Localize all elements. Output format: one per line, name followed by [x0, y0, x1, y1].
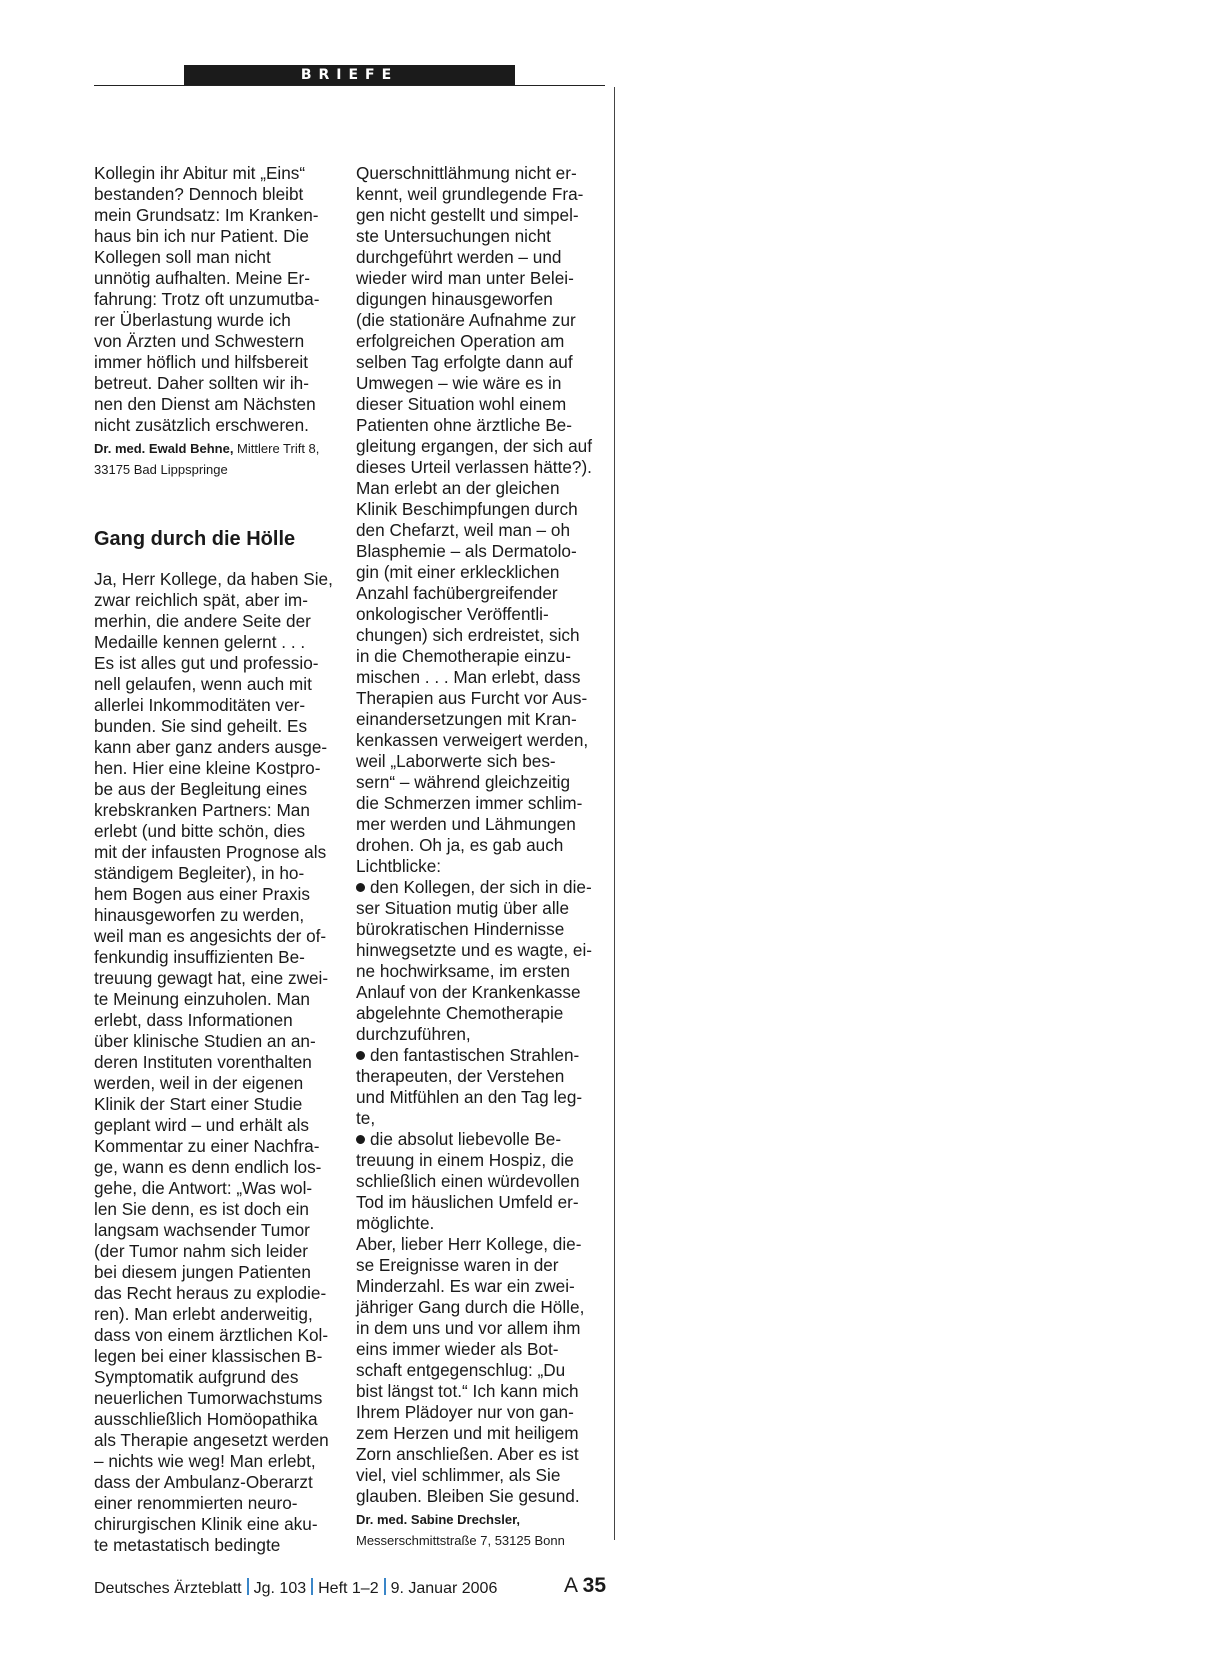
text-line: hem Bogen aus einer Praxis [94, 884, 310, 904]
text-line: Blasphemie – als Dermatolo- [356, 541, 577, 561]
footer-citation [94, 1577, 497, 1601]
text-line: te, [356, 1108, 376, 1128]
text-line: Minderzahl. Es war ein zwei- [356, 1276, 575, 1296]
text-line: Ja, Herr Kollege, da haben Sie, [94, 569, 333, 589]
journal-issue: Heft 1–2 [318, 1580, 379, 1597]
page-number [564, 1574, 606, 1598]
letter-2-signature [356, 1509, 612, 1551]
text-line: gin (mit einer erklecklichen [356, 562, 560, 582]
footer-separator [247, 1578, 249, 1595]
text-line: Es ist alles gut und professio- [94, 653, 319, 673]
text-line: drohen. Oh ja, es gab auch [356, 835, 564, 855]
text-line: dieses Urteil verlassen hätte?). [356, 457, 592, 477]
text-line: Medaille kennen gelernt . . . [94, 632, 306, 652]
text-line: gleitung ergangen, der sich auf [356, 436, 593, 456]
text-line: treuung gewagt hat, eine zwei- [94, 968, 329, 988]
journal-name: Deutsches Ärzteblatt [94, 1580, 242, 1597]
text-line: die Schmerzen immer schlim- [356, 793, 583, 813]
bullet-item-3 [356, 1129, 612, 1234]
left-column [94, 163, 356, 1556]
text-line: chirurgischen Klinik eine aku- [94, 1514, 318, 1534]
text-line: legen bei einer klassischen B- [94, 1346, 323, 1366]
header-rule [94, 85, 605, 86]
text-line: deren Instituten vorenthalten [94, 1052, 312, 1072]
text-line: bürokratischen Hindernisse [356, 919, 565, 939]
text-line: eins immer wieder als Bot- [356, 1339, 559, 1359]
text-line: als Therapie angesetzt werden [94, 1430, 329, 1450]
text-line: bei diesem jungen Patienten [94, 1262, 311, 1282]
bullet-item-2 [356, 1045, 612, 1129]
text-line: zwar reichlich spät, aber im- [94, 590, 308, 610]
text-line: gehe, die Antwort: „Was wol- [94, 1178, 313, 1198]
text-line: erlebt (und bitte schön, dies [94, 821, 306, 841]
text-line: Anzahl fachübergreifender [356, 583, 558, 603]
bullet-text: die absolut liebevolle Be- [370, 1129, 562, 1149]
letter-2-continued-text [356, 163, 612, 877]
text-line: über klinische Studien an an- [94, 1031, 316, 1051]
text-line: ständigem Begleiter), in ho- [94, 863, 305, 883]
text-line: Anlauf von der Krankenkasse [356, 982, 581, 1002]
text-line: hen. Hier eine kleine Kostpro- [94, 758, 321, 778]
text-line: len Sie denn, es ist doch ein [94, 1199, 309, 1219]
text-line: kenkassen verweigert werden, [356, 730, 589, 750]
text-line: mein Grundsatz: Im Kranken- [94, 205, 319, 225]
text-line: ausschließlich Homöopathika [94, 1409, 318, 1429]
text-line: durchgeführt werden – und [356, 247, 562, 267]
text-line: durchzuführen, [356, 1024, 471, 1044]
bullet-icon [356, 1051, 365, 1060]
text-line: betreut. Daher sollten wir ih- [94, 373, 309, 393]
text-line: ren). Man erlebt anderweitig, [94, 1304, 313, 1324]
text-line: möglichte. [356, 1213, 435, 1233]
text-line: in die Chemotherapie einzu- [356, 646, 571, 666]
signature-address: Mittlere Trift 8, [233, 441, 320, 456]
text-line: das Recht heraus zu explodie- [94, 1283, 327, 1303]
text-line: Umwegen – wie wäre es in [356, 373, 562, 393]
text-line: Therapien aus Furcht vor Aus- [356, 688, 588, 708]
text-line: therapeuten, der Verstehen [356, 1066, 565, 1086]
text-line: Ihrem Plädoyer nur von gan- [356, 1402, 574, 1422]
text-line: in dem uns und vor allem ihm [356, 1318, 581, 1338]
text-line: nicht zusätzlich erschweren. [94, 415, 309, 435]
text-line: nell gelaufen, wenn auch mit [94, 674, 312, 694]
text-line: onkologischer Veröffentli- [356, 604, 549, 624]
section-header [184, 65, 515, 86]
text-line: weil man es angesichts der of- [94, 926, 327, 946]
text-line: rer Überlastung wurde ich [94, 310, 291, 330]
journal-date: 9. Januar 2006 [390, 1580, 498, 1597]
text-line [356, 1129, 612, 1150]
text-line: bestanden? Dennoch bleibt [94, 184, 304, 204]
text-line: selben Tag erfolgte dann auf [356, 352, 573, 372]
text-line: hinwegsetzte und es wagte, ei- [356, 940, 592, 960]
page-footer [94, 1574, 606, 1601]
footer-separator [311, 1578, 313, 1595]
column-divider [614, 87, 615, 1540]
text-line: Kollegin ihr Abitur mit „Eins“ [94, 163, 306, 183]
signature-name: Dr. med. Sabine Drechsler, [356, 1512, 521, 1527]
text-line: unnötig aufhalten. Meine Er- [94, 268, 310, 288]
text-line: Querschnittlähmung nicht er- [356, 163, 577, 183]
text-line: wieder wird man unter Belei- [356, 268, 574, 288]
text-line: Klinik der Start einer Studie [94, 1094, 303, 1114]
text-line: Klinik Beschimpfungen durch [356, 499, 578, 519]
page-prefix: A [563, 1574, 577, 1597]
text-line: bist längst tot.“ Ich kann mich [356, 1381, 579, 1401]
text-line: einandersetzungen mit Kran- [356, 709, 577, 729]
footer-separator [384, 1578, 386, 1595]
text-line: Lichtblicke: [356, 856, 442, 876]
text-line: zem Herzen und mit heiligem [356, 1423, 579, 1443]
text-line: kennt, weil grundlegende Fra- [356, 184, 584, 204]
text-line: einer renommierten neuro- [94, 1493, 298, 1513]
text-line: schließlich einen würdevollen [356, 1171, 580, 1191]
page-number-value: 35 [582, 1574, 606, 1597]
text-line: mer werden und Lähmungen [356, 814, 576, 834]
bullet-text: den fantastischen Strahlen- [370, 1045, 580, 1065]
text-line: dieser Situation wohl einem [356, 394, 567, 414]
letter-1-signature [94, 438, 356, 480]
text-line: ste Untersuchungen nicht [356, 226, 551, 246]
text-line: krebskranken Partners: Man [94, 800, 310, 820]
text-line [356, 877, 612, 898]
text-line: digungen hinausgeworfen [356, 289, 553, 309]
right-column [356, 163, 612, 1551]
section-title: BRIEFE [300, 67, 399, 83]
text-line: haus bin ich nur Patient. Die [94, 226, 309, 246]
text-line: Zorn anschließen. Aber es ist [356, 1444, 579, 1464]
text-line: Kollegen soll man nicht [94, 247, 271, 267]
text-line: chungen) sich erdreistet, sich [356, 625, 580, 645]
text-line: neuerlichen Tumorwachstums [94, 1388, 323, 1408]
text-line: bunden. Sie sind geheilt. Es [94, 716, 308, 736]
bullet-text: den Kollegen, der sich in die- [370, 877, 592, 897]
closing-text [356, 1234, 612, 1507]
text-line: ser Situation mutig über alle [356, 898, 570, 918]
text-line: (die stationäre Aufnahme zur [356, 310, 576, 330]
text-line: den Chefarzt, weil man – oh [356, 520, 571, 540]
text-line: Symptomatik aufgrund des [94, 1367, 299, 1387]
journal-volume: Jg. 103 [253, 1580, 307, 1597]
text-line: be aus der Begleitung eines [94, 779, 308, 799]
text-line: und Mitfühlen an den Tag leg- [356, 1087, 583, 1107]
text-line: weil „Laborwerte sich bes- [356, 751, 556, 771]
text-line: jähriger Gang durch die Hölle, [356, 1297, 585, 1317]
text-line: hinausgeworfen zu werden, [94, 905, 305, 925]
text-line: kann aber ganz anders ausge- [94, 737, 328, 757]
text-line: schaft entgegenschlug: „Du [356, 1360, 566, 1380]
text-line: ge, wann es denn endlich los- [94, 1157, 322, 1177]
text-line: fahrung: Trotz oft unzumutba- [94, 289, 320, 309]
text-line: se Ereignisse waren in der [356, 1255, 559, 1275]
text-line: erlebt, dass Informationen [94, 1010, 293, 1030]
signature-address-city: 33175 Bad Lippspringe [94, 462, 228, 477]
text-line: Tod im häuslichen Umfeld er- [356, 1192, 579, 1212]
text-line: immer höflich und hilfsbereit [94, 352, 308, 372]
text-line: erfolgreichen Operation am [356, 331, 565, 351]
text-line: Kommentar zu einer Nachfra- [94, 1136, 320, 1156]
text-line: langsam wachsender Tumor [94, 1220, 310, 1240]
text-line: abgelehnte Chemotherapie [356, 1003, 564, 1023]
text-line: gen nicht gestellt und simpel- [356, 205, 579, 225]
text-line: treuung in einem Hospiz, die [356, 1150, 574, 1170]
text-line [356, 1045, 612, 1066]
text-line: geplant wird – und erhält als [94, 1115, 309, 1135]
text-line: te metastatisch bedingte [94, 1535, 281, 1555]
text-line: nen den Dienst am Nächsten [94, 394, 316, 414]
text-line: glauben. Bleiben Sie gesund. [356, 1486, 580, 1506]
text-line: – nichts wie weg! Man erlebt, [94, 1451, 316, 1471]
letter-2-text [94, 569, 356, 1556]
text-line: fenkundig insuffizienten Be- [94, 947, 305, 967]
text-line: sern“ – während gleichzeitig [356, 772, 571, 792]
text-line: merhin, die andere Seite der [94, 611, 311, 631]
text-line: Patienten ohne ärztliche Be- [356, 415, 572, 435]
bullet-item-1 [356, 877, 612, 1045]
text-line: viel, viel schlimmer, als Sie [356, 1465, 561, 1485]
bullet-icon [356, 1135, 365, 1144]
text-line: ne hochwirksame, im ersten [356, 961, 570, 981]
text-line: mischen . . . Man erlebt, dass [356, 667, 581, 687]
signature-address: Messerschmittstraße 7, 53125 Bonn [356, 1533, 565, 1548]
text-line: dass von einem ärztlichen Kol- [94, 1325, 329, 1345]
text-line: von Ärzten und Schwestern [94, 331, 305, 351]
text-line: Man erlebt an der gleichen [356, 478, 560, 498]
signature-name: Dr. med. Ewald Behne, [94, 441, 234, 456]
letter-heading: Gang durch die Hölle [94, 528, 296, 550]
bullet-icon [356, 883, 365, 892]
text-line: (der Tumor nahm sich leider [94, 1241, 308, 1261]
text-line: dass der Ambulanz-Oberarzt [94, 1472, 313, 1492]
text-line: te Meinung einzuholen. Man [94, 989, 310, 1009]
text-line: Aber, lieber Herr Kollege, die- [356, 1234, 582, 1254]
text-line: allerlei Inkommoditäten ver- [94, 695, 306, 715]
text-line: werden, weil in der eigenen [94, 1073, 304, 1093]
letter-1-text [94, 163, 356, 436]
text-line: mit der infausten Prognose als [94, 842, 327, 862]
